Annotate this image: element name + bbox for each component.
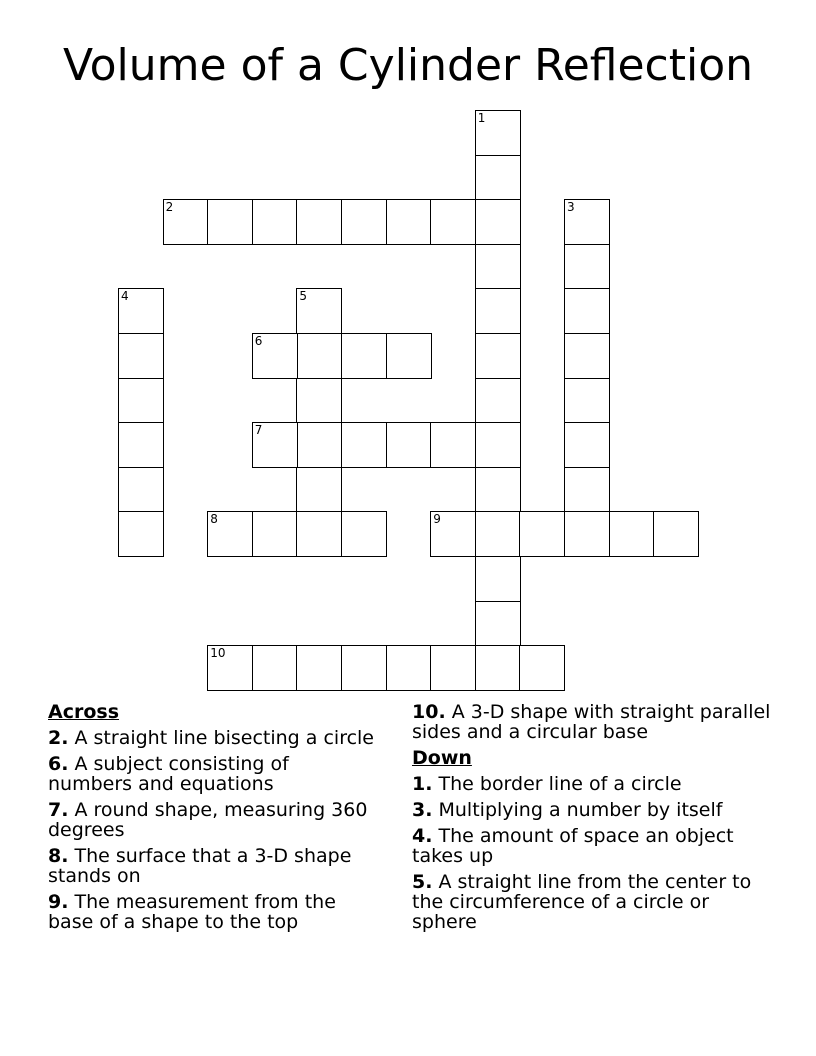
grid-cell[interactable] xyxy=(207,645,253,691)
grid-cell[interactable] xyxy=(475,645,521,691)
grid-cell[interactable] xyxy=(564,378,610,424)
grid-cell[interactable] xyxy=(430,645,476,691)
clue-number: 10 xyxy=(210,646,226,661)
grid-cell[interactable] xyxy=(296,199,342,245)
grid-cell[interactable] xyxy=(296,288,342,334)
clue-number: 8 xyxy=(210,512,218,527)
grid-cell[interactable] xyxy=(207,199,253,245)
grid-cell[interactable] xyxy=(430,422,476,468)
grid-cell[interactable] xyxy=(118,378,164,424)
grid-cell[interactable] xyxy=(475,378,521,424)
grid-cell[interactable] xyxy=(430,511,476,557)
clue-across-9: 9. The measurement from the base of a shape to the top xyxy=(48,891,336,933)
clue-number: 6 xyxy=(254,334,263,348)
grid-cell[interactable] xyxy=(341,511,387,557)
grid-cell[interactable] xyxy=(564,511,610,557)
grid-cell[interactable] xyxy=(609,511,655,557)
clue-across-10: 10. A 3-D shape with straight parallel sides and a circular base xyxy=(412,701,771,743)
grid-cell[interactable] xyxy=(341,199,387,245)
grid-cell[interactable] xyxy=(475,511,521,557)
grid-cell[interactable] xyxy=(475,422,521,468)
clue-down-3: 3. Multiplying a number by itself xyxy=(412,799,723,821)
clue-down-5: 5. A straight line from the center to the circumference of a circle or sphere xyxy=(412,871,752,933)
puzzle-title: Volume of a Cylinder Reflection xyxy=(62,40,754,91)
grid-cell[interactable] xyxy=(475,556,521,602)
grid-cell[interactable] xyxy=(519,511,565,557)
grid-cell[interactable] xyxy=(386,422,432,468)
grid-cell[interactable] xyxy=(118,333,164,379)
grid-cell[interactable] xyxy=(296,333,342,379)
grid-cell[interactable] xyxy=(252,645,298,691)
grid-cell[interactable] xyxy=(296,467,342,513)
grid-cell[interactable] xyxy=(207,511,253,557)
clue-number: 2 xyxy=(165,200,174,215)
grid-cell[interactable] xyxy=(252,333,298,379)
grid-cell[interactable] xyxy=(564,467,610,513)
grid-cell[interactable] xyxy=(252,511,298,557)
grid-cell[interactable] xyxy=(296,422,342,468)
clue-down-4: 4. The amount of space an object takes up xyxy=(412,825,734,867)
grid-cell[interactable] xyxy=(163,199,209,245)
grid-cell[interactable] xyxy=(118,467,164,513)
grid-cell[interactable] xyxy=(430,199,476,245)
grid-cell[interactable] xyxy=(341,333,387,379)
grid-cell[interactable] xyxy=(564,288,610,334)
grid-cell[interactable] xyxy=(564,244,610,290)
grid-cell[interactable] xyxy=(296,511,342,557)
grid-cell[interactable] xyxy=(475,244,521,290)
grid-cell[interactable] xyxy=(341,645,387,691)
grid-cell[interactable] xyxy=(475,288,521,334)
clue-number: 5 xyxy=(299,289,308,304)
clue-number: 7 xyxy=(254,423,263,438)
grid-cell[interactable] xyxy=(118,511,164,557)
clue-across-8: 8. The surface that a 3-D shape stands on xyxy=(48,845,352,887)
grid-cell[interactable] xyxy=(475,467,521,513)
grid-cell[interactable] xyxy=(519,645,565,691)
clue-number: 3 xyxy=(567,200,575,215)
grid-cell[interactable] xyxy=(296,378,342,424)
clue-number: 4 xyxy=(121,289,129,304)
across-heading: Across xyxy=(48,701,120,723)
grid-cell[interactable] xyxy=(564,333,610,379)
grid-cell[interactable] xyxy=(475,155,521,201)
grid-cell[interactable] xyxy=(653,511,699,557)
clue-number: 9 xyxy=(433,512,441,527)
grid-cell[interactable] xyxy=(564,422,610,468)
grid-cell[interactable] xyxy=(252,422,298,468)
grid-cell[interactable] xyxy=(296,645,342,691)
grid-cell[interactable] xyxy=(386,645,432,691)
grid-cell[interactable] xyxy=(475,110,521,156)
grid-cell[interactable] xyxy=(564,199,610,245)
clue-across-7: 7. A round shape, measuring 360 degrees xyxy=(48,799,368,841)
down-clues xyxy=(412,702,772,938)
clue-number: 1 xyxy=(477,111,486,125)
grid-cell[interactable] xyxy=(475,333,521,379)
clue-across-6: 6. A subject consisting of numbers and equations xyxy=(48,753,289,795)
across-clues xyxy=(48,702,378,938)
grid-cell[interactable] xyxy=(386,333,432,379)
grid-cell[interactable] xyxy=(118,288,164,334)
down-heading: Down xyxy=(412,747,472,769)
grid-cell[interactable] xyxy=(118,422,164,468)
grid-cell[interactable] xyxy=(252,199,298,245)
grid-cell[interactable] xyxy=(386,199,432,245)
clue-across-2: 2. A straight line bisecting a circle xyxy=(48,727,375,749)
grid-cell[interactable] xyxy=(475,601,521,647)
clue-down-1: 1. The border line of a circle xyxy=(412,773,682,795)
grid-cell[interactable] xyxy=(475,199,521,245)
grid-cell[interactable] xyxy=(341,422,387,468)
